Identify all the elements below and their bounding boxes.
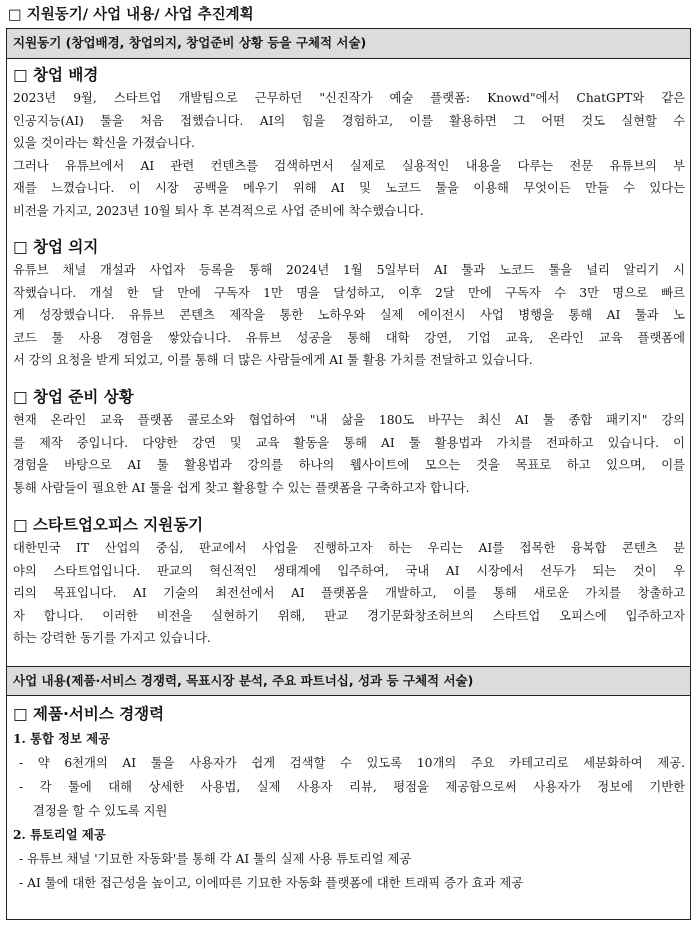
- bullet-item: - 유튜브 채널 '기묘한 자동화'를 통해 각 AI 툴의 실제 사용 튜토리얼 제공: [19, 852, 412, 866]
- heading-product-competitiveness: □ 제품·서비스 경쟁력: [13, 705, 165, 723]
- text-line: 자 합니다. 이러한 비전을 실현하기 위해, 판교 경기문화창조허브의 스타트업 오피스에 입주하고자: [13, 608, 685, 623]
- bullet-item: - 약 6천개의 AI 툴을 사용자가 쉽게 검색할 수 있도록 10개의 주요 카테고리로 세분화하여 제공.: [19, 756, 685, 770]
- heading-startup-preparation: □ 창업 준비 상황: [13, 388, 134, 406]
- paragraph-startup-office-motivation: [13, 537, 685, 650]
- text-line: 를 제작 중입니다. 다양한 강연 및 교육 활동을 통해 AI 툴 활용법과 가치를 전파하고 있습니다. 이: [13, 435, 685, 450]
- bullet-item: - AI 툴에 대한 접근성을 높이고, 이에따른 기묘한 자동화 플랫폼에 대한 트래픽 증가 효과 제공: [19, 876, 524, 890]
- text-line: 야의 스타트업입니다. 판교의 혁신적인 생태계에 입주하여, 국내 AI 시장에서 선두가 되는 것이 우: [13, 563, 685, 578]
- text-line: 코드 툴 사용 경험을 쌓았습니다. 유튜브 성공을 통해 대학 강연, 기업 교육, 온라인 교육 플랫폼에: [13, 330, 685, 345]
- heading-startup-will: □ 창업 의지: [13, 238, 99, 256]
- text-line: 하는 강력한 동기를 가지고 있습니다.: [13, 631, 211, 645]
- bullet-item-continuation: 결정을 할 수 있도록 지원: [33, 804, 168, 818]
- list-item-title: 2. 튜토리얼 제공: [13, 827, 106, 842]
- text-line: 대한민국 IT 산업의 중심, 판교에서 사업을 진행하고자 하는 우리는 AI를 접목한 융복합 콘텐츠 분: [13, 541, 685, 555]
- text-line: 리의 목표입니다. AI 기술의 최전선에서 AI 플랫폼을 개발하고, 이를 통해 새로운 가치를 창출하고: [13, 586, 685, 600]
- text-line: 재를 느꼈습니다. 이 시장 공백을 메우기 위해 AI 및 노코드 툴을 이용해 무엇이든 만들 수 있다는: [13, 181, 685, 195]
- text-line: 유튜브 채널 개설과 사업자 등록을 통해 2024년 1월 5일부터 AI 툴과 노코드 툴을 널리 알리기 시: [13, 263, 685, 277]
- heading-startup-office-motivation: □ 스타트업오피스 지원동기: [13, 516, 204, 534]
- text-line: 서 강의 요청을 받게 되었고, 이를 통해 더 많은 사람들에게 AI 툴 활용 가치를 전달하고 있습니다.: [13, 353, 533, 367]
- competitiveness-list: [13, 727, 685, 895]
- text-line: 그러나 유튜브에서 AI 관련 컨텐츠를 검색하면서 실제로 실용적인 내용을 다루는 전문 유튜브의 부: [13, 158, 685, 173]
- form-frame: [6, 28, 691, 920]
- text-line: 작했습니다. 개설 한 달 만에 구독자 1만 명을 달성하고, 이후 2달 만에 구독자 수 3만 명으로 빠르: [13, 285, 685, 300]
- text-line: 인공지능(AI) 툴을 처음 접했습니다. AI의 힘을 경험하고, 이를 활용하면 그 어떤 것도 실현할 수: [13, 113, 685, 128]
- bullet-item: - 각 툴에 대해 상세한 사용법, 실제 사용자 리뷰, 평점을 제공함으로써 사용자가 정보에 기반한: [19, 780, 685, 794]
- heading-startup-background: □ 창업 배경: [13, 66, 99, 84]
- text-line: 2023년 9월, 스타트업 개발팀으로 근무하던 "신진작가 예술 플랫폼: Knowd"에서 ChatGPT와 같은: [13, 91, 685, 105]
- page-heading: □ 지원동기/ 사업 내용/ 사업 추진계획: [8, 7, 254, 23]
- paragraph-startup-preparation: [13, 409, 685, 499]
- text-line: 경험을 바탕으로 AI 툴 활용법과 강의를 하나의 웹사이트에 모으는 것을 목표로 하고 있으며, 이를: [13, 458, 685, 472]
- section-header-business: 사업 내용(제품·서비스 경쟁력, 목표시장 분석, 주요 파트너십, 성과 등 구체적 서술): [7, 666, 690, 696]
- paragraph-startup-background: [13, 87, 685, 222]
- text-line: 있을 것이라는 확신을 가졌습니다.: [13, 136, 195, 150]
- text-line: 비전을 가지고, 2023년 10월 퇴사 후 본격적으로 사업 준비에 착수했습니다.: [13, 203, 424, 218]
- paragraph-startup-will: [13, 259, 685, 372]
- list-item-title: 1. 통합 정보 제공: [13, 731, 110, 746]
- text-line: 현재 온라인 교육 플랫폼 콜로소와 협업하여 "내 삶을 180도 바꾸는 최신 AI 툴 종합 패키지" 강의: [13, 413, 685, 427]
- text-line: 게 성장했습니다. 유튜브 콘텐츠 제작을 통한 노하우와 실제 에이전시 사업 병행을 통해 AI 툴과 노: [13, 308, 685, 322]
- text-line: 통해 사람들이 필요한 AI 툴을 쉽게 찾고 활용할 수 있는 플랫폼을 구축하고자 합니다.: [13, 480, 470, 495]
- section-header-motivation: 지원동기 (창업배경, 창업의지, 창업준비 상황 등을 구체적 서술): [7, 29, 690, 59]
